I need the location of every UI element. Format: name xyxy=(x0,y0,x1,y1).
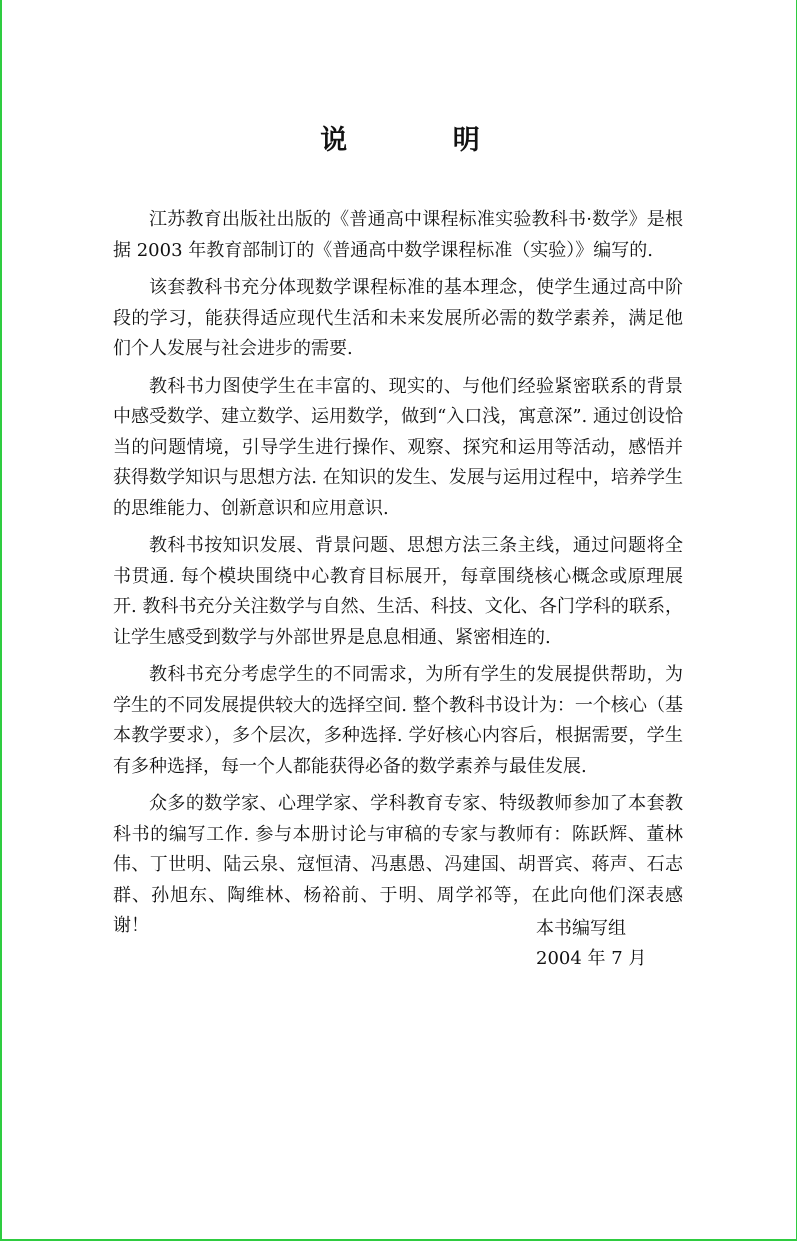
paragraph-approach: 教科书力图使学生在丰富的、现实的、与他们经验紧密联系的背景中感受数学、建立数学、运用数学，做到“入口浅，寓意深”. 通过创设恰当的问题情境，引导学生进行操作、观察、探究和运用等活动，感悟并获得数学知识与思想方法. 在知识的发生、发展与运用过程中，培养学生的思维能力、创新意识和应用意识. xyxy=(113,375,683,519)
page-title: 说 明 xyxy=(320,125,528,156)
signature-block xyxy=(536,914,696,974)
paragraph-acknowledgements: 众多的数学家、心理学家、学科教育专家、特级教师参加了本套教科书的编写工作. 参与本册讨论与审稿的专家与教师有：陈跃辉、董林伟、丁世明、陆云泉、寇恒清、冯惠愚、冯建国、胡晋宾、蒋声、石志群、孙旭东、陶维林、杨裕前、于明、周学祁等，在此向他们深表感谢！ xyxy=(113,793,683,936)
paragraph-intro: 江苏教育出版社出版的《普通高中课程标准实验教科书·数学》是根据 2003 年教育部制订的《普通高中数学课程标准（实验）》编写的. xyxy=(113,209,683,261)
paragraph-structure: 教科书按知识发展、背景问题、思想方法三条主线，通过问题将全书贯通. 每个模块围绕中心教育目标展开，每章围绕核心概念或原理展开. 教科书充分关注数学与自然、生活、科技、文化、各门学科的联系，让学生感受到数学与外部世界是息息相通、紧密相连的. xyxy=(113,535,683,648)
body-text xyxy=(113,205,683,949)
paragraph-philosophy: 该套教科书充分体现数学课程标准的基本理念，使学生通过高中阶段的学习，能获得适应现代生活和未来发展所必需的数学素养，满足他们个人发展与社会进步的需要. xyxy=(113,277,683,359)
signature-date: 2004 年 7 月 xyxy=(536,948,647,969)
signature-author: 本书编写组 xyxy=(536,918,626,939)
paragraph-design: 教科书充分考虑学生的不同需求，为所有学生的发展提供帮助，为学生的不同发展提供较大的选择空间. 整个教科书设计为：一个核心（基本教学要求），多个层次，多种选择. 学好核心内容后，根据需要，学生有多种选择，每一个人都能获得必备的数学素养与最佳发展. xyxy=(113,664,683,777)
